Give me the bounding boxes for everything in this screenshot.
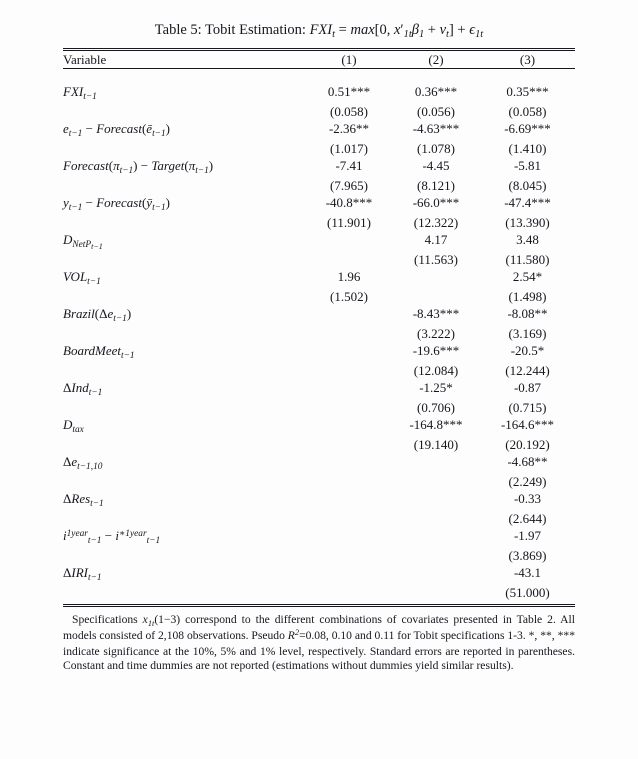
variable-label-empty: [63, 325, 306, 342]
table-row-coef: [63, 564, 575, 584]
coefficient-cell: 4.17: [424, 232, 448, 247]
coefficient-cell: -4.45: [422, 158, 450, 173]
coefficient-cell: -0.33: [513, 491, 542, 506]
variable-label-empty: [63, 103, 306, 120]
stderr-cell: (11.580): [505, 252, 550, 267]
stderr-cell: (1.410): [508, 141, 547, 156]
stderr-cell: (8.121): [417, 178, 455, 193]
variable-label: $Forecast(\pi_{t-1})$ − $Target(\pi_{t-1})$: [63, 158, 214, 176]
coefficient-cell: -66.0***: [412, 195, 460, 210]
stderr-cell: (8.045): [508, 178, 547, 193]
stderr-cell: (20.192): [505, 437, 550, 452]
coefficient-cell: 0.35***: [506, 84, 549, 99]
coefficient-cell: 2.54*: [512, 269, 543, 284]
coefficient-cell: [392, 268, 480, 288]
column-header-3: (3): [480, 50, 575, 69]
stderr-cell: (12.084): [413, 363, 459, 378]
stderr-cell: (0.715): [508, 400, 547, 415]
stderr-cell: [306, 251, 392, 268]
table-row-coef: [63, 527, 575, 547]
variable-label-empty: [63, 473, 306, 490]
variable-label-empty: [63, 399, 306, 416]
table-row-stderr: [63, 214, 575, 231]
variable-label-empty: [63, 251, 306, 268]
stderr-cell: (11.901): [327, 215, 371, 230]
coefficient-cell: [306, 379, 392, 399]
variable-label: $\Delta IRI_{t-1}$: [63, 565, 102, 583]
stderr-cell: [306, 473, 392, 490]
table-row-stderr: [63, 473, 575, 490]
variable-label: $D_{NetPt-1}$: [63, 232, 103, 251]
coefficient-cell: [392, 453, 480, 473]
stderr-cell: (3.169): [508, 326, 547, 341]
footnote: Specifications $x_{1t}(1-3)$ correspond to the different combinations of covariates presented in Table 2. All models consisted of 2,108 observations. Pseudo $R^2=0.08$, 0.10 and 0.11 for Tobit specifications 1-3. *, **, *** indicate significance at the 10%, 5% and 1% level, respectively. Standard errors are reported in parentheses. Constant and time dummies are not reported (estimations without dummies yield similar results).: [63, 613, 575, 673]
stderr-cell: (0.058): [330, 104, 368, 119]
coefficient-cell: -164.6***: [500, 417, 555, 432]
coefficient-cell: -7.41: [335, 158, 363, 173]
coefficient-cell: [392, 564, 480, 584]
stderr-cell: [392, 584, 480, 606]
table-row-stderr: [63, 510, 575, 527]
stderr-cell: [306, 362, 392, 379]
variable-label: $Brazil(\Delta e_{t-1})$: [63, 306, 132, 324]
stderr-cell: (51.000): [505, 585, 550, 600]
table-row-stderr: [63, 103, 575, 120]
variable-label: $FXI_{t-1}$: [63, 84, 97, 102]
coefficient-cell: -6.69***: [504, 121, 551, 136]
variable-label: $y_{t-1}$ − $Forecast(ȳ_{t-1})$: [63, 195, 170, 213]
table-row-coef: [63, 453, 575, 473]
column-header-variable: Variable: [63, 50, 306, 69]
stderr-cell: (3.869): [508, 548, 547, 563]
table-row-coef: [63, 157, 575, 177]
coefficient-cell: -4.63***: [412, 121, 460, 136]
table-row-stderr: [63, 325, 575, 342]
table-row-coef: [63, 342, 575, 362]
table-body: [63, 69, 575, 606]
table-title: Table 5: Tobit Estimation: $FXI_t = \max[0$, $x'_{1t}\beta_1 + v_t] + \epsilon_{1t}$: [154, 22, 484, 41]
stderr-cell: (0.706): [417, 400, 455, 415]
stderr-cell: [306, 399, 392, 416]
coefficient-cell: -4.68**: [507, 454, 548, 469]
column-header-2: (2): [392, 50, 480, 69]
coefficient-cell: -19.6***: [412, 343, 460, 358]
table-row-coef: [63, 379, 575, 399]
stderr-cell: (2.644): [508, 511, 547, 526]
coefficient-cell: [306, 416, 392, 436]
variable-label: $e_{t-1}$ − $Forecast(ē_{t-1})$: [63, 121, 170, 139]
column-header-1: (1): [306, 50, 392, 69]
variable-label-empty: [63, 436, 306, 453]
table-row-stderr: [63, 251, 575, 268]
table-row-stderr: [63, 362, 575, 379]
stderr-cell: [392, 473, 480, 490]
variable-label: $i^{1year}_{t-1} - i^{∗1year}_{t-1}$: [63, 528, 161, 546]
variable-label: $VOL_{t-1}$: [63, 269, 101, 287]
table-row-stderr: [63, 436, 575, 453]
coefficient-cell: [392, 490, 480, 510]
coefficient-cell: -40.8***: [325, 195, 373, 210]
table-row-stderr: [63, 140, 575, 157]
stderr-cell: (1.502): [330, 289, 368, 304]
stderr-cell: [306, 510, 392, 527]
table-row-stderr: [63, 399, 575, 416]
table-row-coef: [63, 83, 575, 103]
stderr-cell: (2.249): [508, 474, 547, 489]
stderr-cell: (0.056): [417, 104, 455, 119]
table-row-coef: [63, 268, 575, 288]
stderr-cell: (1.498): [508, 289, 547, 304]
stderr-cell: [306, 436, 392, 453]
table-row-coef: [63, 416, 575, 436]
stderr-cell: (7.965): [330, 178, 368, 193]
stderr-cell: (12.244): [505, 363, 550, 378]
coefficient-cell: -20.5*: [510, 343, 545, 358]
table-row-stderr: [63, 177, 575, 194]
variable-label: $D_{tax}$: [63, 417, 84, 435]
coefficient-cell: [306, 490, 392, 510]
table-row-coef: [63, 194, 575, 214]
stderr-cell: (3.222): [417, 326, 455, 341]
coefficient-cell: [306, 305, 392, 325]
coefficient-cell: [306, 564, 392, 584]
stderr-cell: [392, 547, 480, 564]
coefficient-cell: [306, 231, 392, 251]
coefficient-cell: -0.87: [513, 380, 542, 395]
table-row-coef: [63, 305, 575, 325]
table-row-coef: [63, 231, 575, 251]
stderr-cell: (0.058): [508, 104, 547, 119]
variable-label-empty: [63, 584, 306, 606]
variable-label: ΔInd$_{t-1}$: [63, 380, 103, 398]
coefficient-cell: -8.08**: [507, 306, 548, 321]
coefficient-cell: -1.25*: [419, 380, 453, 395]
coefficient-cell: -43.1: [513, 565, 542, 580]
coefficient-cell: 0.36***: [414, 84, 458, 99]
coefficient-cell: -1.97: [513, 528, 542, 543]
stderr-cell: [306, 325, 392, 342]
coefficient-cell: -5.81: [513, 158, 542, 173]
variable-label-empty: [63, 510, 306, 527]
stderr-cell: [392, 510, 480, 527]
variable-label: ΔRes$_{t-1}$: [63, 491, 104, 509]
coefficient-cell: -164.8***: [409, 417, 463, 432]
stderr-cell: [306, 584, 392, 606]
variable-label-empty: [63, 177, 306, 194]
table-header-row: [63, 50, 575, 69]
coefficient-cell: -2.36**: [328, 121, 370, 136]
variable-label-empty: [63, 288, 306, 305]
table-row-coef: [63, 120, 575, 140]
coefficient-cell: -47.4***: [504, 195, 551, 210]
coefficient-cell: 1.96: [337, 269, 361, 284]
results-table: [63, 48, 575, 607]
table-row-stderr: [63, 288, 575, 305]
stderr-cell: (19.140): [413, 437, 459, 452]
coefficient-cell: [306, 527, 392, 547]
stderr-cell: (11.563): [414, 252, 458, 267]
stderr-cell: [306, 547, 392, 564]
variable-label-empty: [63, 362, 306, 379]
coefficient-cell: 0.51***: [327, 84, 371, 99]
table-row-coef: [63, 490, 575, 510]
coefficient-cell: [306, 453, 392, 473]
variable-label-empty: [63, 214, 306, 231]
stderr-cell: [392, 288, 480, 305]
stderr-cell: (12.322): [413, 215, 459, 230]
coefficient-cell: 3.48: [516, 232, 539, 247]
variable-label: BoardMeet$_{t-1}$: [63, 343, 135, 361]
stderr-cell: (1.078): [417, 141, 455, 156]
stderr-cell: (1.017): [330, 141, 368, 156]
table-row-stderr: [63, 584, 575, 606]
spacer-row: [63, 69, 575, 84]
table-row-stderr: [63, 547, 575, 564]
variable-label: $\Delta e_{t-1,10}$: [63, 454, 103, 472]
coefficient-cell: -8.43***: [412, 306, 460, 321]
coefficient-cell: [306, 342, 392, 362]
stderr-cell: (13.390): [505, 215, 550, 230]
variable-label-empty: [63, 140, 306, 157]
coefficient-cell: [392, 527, 480, 547]
variable-label-empty: [63, 547, 306, 564]
